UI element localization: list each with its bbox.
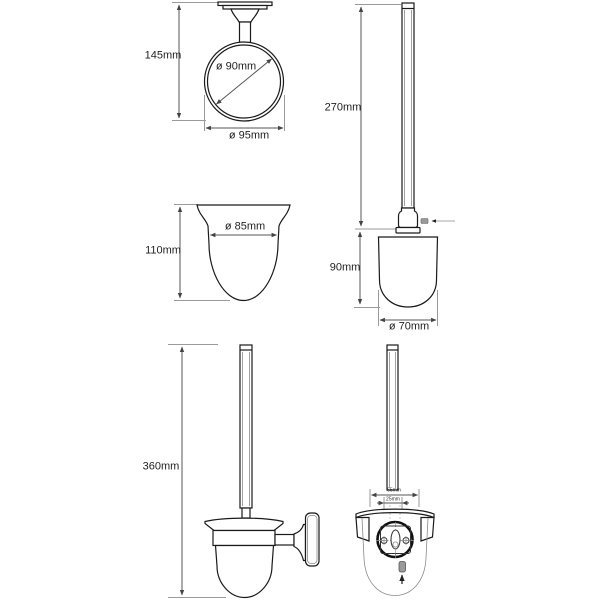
holder-flare (205, 518, 283, 530)
dim-label-cup-height: 110mm (145, 244, 181, 257)
dim-label-handle-length: 270mm (324, 101, 362, 114)
brush-flange (396, 228, 420, 234)
assembly-handle-rod (240, 345, 252, 508)
mount-cone (231, 9, 259, 22)
dim-label-head-height: 90mm (329, 261, 361, 274)
mount-arm (275, 535, 294, 546)
brush-head-outline (379, 237, 438, 307)
callout-detail-chip (421, 219, 428, 224)
stem (240, 22, 251, 43)
holder-band (213, 531, 275, 546)
dim-label-plate-width: 65mm (387, 487, 401, 494)
view-brush (354, 3, 455, 326)
glass-cup-outline (197, 205, 290, 301)
view-assembly-side (168, 345, 319, 598)
handle-neck (242, 508, 250, 518)
anchor-pin (399, 562, 406, 573)
dim-label-ring-inner-d: ø 90mm (215, 60, 257, 73)
dim-label-cup-diameter: ø 85mm (224, 220, 266, 233)
rear-flare-band (356, 509, 434, 517)
dim-label-hole-spacing: 25mm (386, 496, 400, 503)
brush-grip (399, 208, 418, 228)
keyhole-slot (391, 530, 400, 549)
dim-label-head-diameter: ø 70mm (388, 320, 430, 333)
dim-label-ring-outer-d: ø 95mm (228, 129, 270, 142)
dim-label-assembly-height: 360mm (142, 460, 180, 473)
view-glass-cup (174, 205, 290, 301)
assembly-cup (216, 546, 274, 598)
brush-handle-rod (402, 3, 414, 208)
rear-handle-rod (387, 345, 398, 490)
mount-bracket-cone (294, 525, 306, 561)
dim-label-ring-height: 145mm (144, 49, 182, 62)
view-assembly-rear (356, 345, 434, 596)
